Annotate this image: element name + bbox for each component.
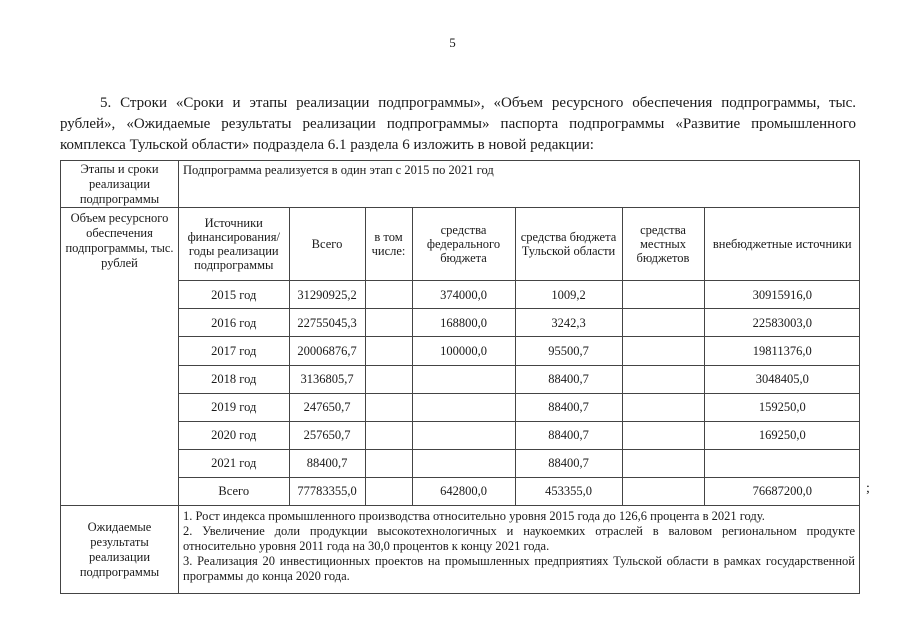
year-cell: 2019 год — [179, 393, 289, 421]
header-regional: средства бюджета Тульской области — [515, 208, 622, 281]
year-cell: 2015 год — [179, 281, 289, 309]
total-cell: 22755045,3 — [289, 309, 365, 337]
total-cell: 31290925,2 — [289, 281, 365, 309]
header-total: Всего — [289, 208, 365, 281]
table-row-total — [179, 477, 860, 505]
year-cell: 2016 год — [179, 309, 289, 337]
table-row — [179, 421, 860, 449]
year-cell: Всего — [179, 477, 289, 505]
header-including: в том числе: — [365, 208, 412, 281]
regional-cell: 88400,7 — [515, 365, 622, 393]
resources-label: Объем ресурсного обеспечения подпрограммы, тыс. рублей — [61, 208, 179, 506]
stages-label: Этапы и сроки реализации подпрограммы — [61, 161, 179, 208]
passport-table — [60, 160, 860, 594]
results-cell — [179, 506, 860, 594]
extrabudgetary-cell — [704, 449, 860, 477]
extrabudgetary-cell: 169250,0 — [704, 421, 860, 449]
extrabudgetary-cell: 159250,0 — [704, 393, 860, 421]
stages-text: Подпрограмма реализуется в один этап с 2015 по 2021 год — [179, 161, 860, 208]
regional-cell: 88400,7 — [515, 449, 622, 477]
federal-cell: 168800,0 — [412, 309, 515, 337]
resources-cell — [179, 208, 860, 506]
result-item: 3. Реализация 20 инвестиционных проектов на промышленных предприятиях Тульской области в рамках государственной программы до конца 2020 года. — [183, 554, 855, 583]
local-cell — [622, 365, 704, 393]
regional-cell: 3242,3 — [515, 309, 622, 337]
total-cell: 20006876,7 — [289, 337, 365, 365]
year-cell: 2017 год — [179, 337, 289, 365]
header-federal: средства федерального бюджета — [412, 208, 515, 281]
table-row — [179, 365, 860, 393]
federal-cell: 100000,0 — [412, 337, 515, 365]
table-row — [179, 309, 860, 337]
extrabudgetary-cell: 19811376,0 — [704, 337, 860, 365]
total-cell: 88400,7 — [289, 449, 365, 477]
regional-cell: 88400,7 — [515, 393, 622, 421]
local-cell — [622, 477, 704, 505]
including-cell — [365, 337, 412, 365]
header-extrabudgetary: внебюджетные источники — [704, 208, 860, 281]
local-cell — [622, 309, 704, 337]
table-row — [179, 337, 860, 365]
including-cell — [365, 449, 412, 477]
regional-cell: 95500,7 — [515, 337, 622, 365]
table-row — [179, 281, 860, 309]
header-sources: Источники финансирования/ годы реализации подпрограммы — [179, 208, 289, 281]
extrabudgetary-cell: 22583003,0 — [704, 309, 860, 337]
including-cell — [365, 421, 412, 449]
extrabudgetary-cell: 30915916,0 — [704, 281, 860, 309]
local-cell — [622, 449, 704, 477]
regional-cell: 88400,7 — [515, 421, 622, 449]
intro-paragraph: 5. Строки «Сроки и этапы реализации подпрограммы», «Объем ресурсного обеспечения подпрограммы, тыс. рублей», «Ожидаемые результаты реализации подпрограммы» паспорта подпрограммы «Развитие промышленного комплекса Тульской области» подраздела 6.1 раздела 6 изложить в новой редакции: — [60, 95, 856, 153]
including-cell — [365, 393, 412, 421]
including-cell — [365, 365, 412, 393]
year-cell: 2020 год — [179, 421, 289, 449]
result-item: 2. Увеличение доли продукции высокотехнологичных и наукоемких отраслей в валовом региональном продукте относительно уровня 2011 года на 30,0 процентов к концу 2021 года. — [183, 524, 855, 553]
year-cell: 2021 год — [179, 449, 289, 477]
table-row — [179, 449, 860, 477]
table-row — [179, 393, 860, 421]
including-cell — [365, 477, 412, 505]
local-cell — [622, 337, 704, 365]
total-cell: 3136805,7 — [289, 365, 365, 393]
resources-header-row — [179, 208, 860, 281]
federal-cell: 374000,0 — [412, 281, 515, 309]
regional-cell: 1009,2 — [515, 281, 622, 309]
federal-cell: 642800,0 — [412, 477, 515, 505]
including-cell — [365, 309, 412, 337]
extrabudgetary-cell: 3048405,0 — [704, 365, 860, 393]
regional-cell: 453355,0 — [515, 477, 622, 505]
local-cell — [622, 393, 704, 421]
federal-cell — [412, 421, 515, 449]
result-item: 1. Рост индекса промышленного производства относительно уровня 2015 года до 126,6 процента в 2021 году. — [183, 509, 765, 523]
total-cell: 77783355,0 — [289, 477, 365, 505]
page-number: 5 — [449, 35, 456, 50]
header-local: средства местных бюджетов — [622, 208, 704, 281]
federal-cell — [412, 449, 515, 477]
trailing-semicolon: ; — [866, 481, 870, 496]
year-cell: 2018 год — [179, 365, 289, 393]
extrabudgetary-cell: 76687200,0 — [704, 477, 860, 505]
resources-table — [179, 208, 860, 505]
total-cell: 247650,7 — [289, 393, 365, 421]
results-label: Ожидаемые результаты реализации подпрограммы — [61, 506, 179, 594]
total-cell: 257650,7 — [289, 421, 365, 449]
local-cell — [622, 421, 704, 449]
federal-cell — [412, 393, 515, 421]
local-cell — [622, 281, 704, 309]
including-cell — [365, 281, 412, 309]
federal-cell — [412, 365, 515, 393]
